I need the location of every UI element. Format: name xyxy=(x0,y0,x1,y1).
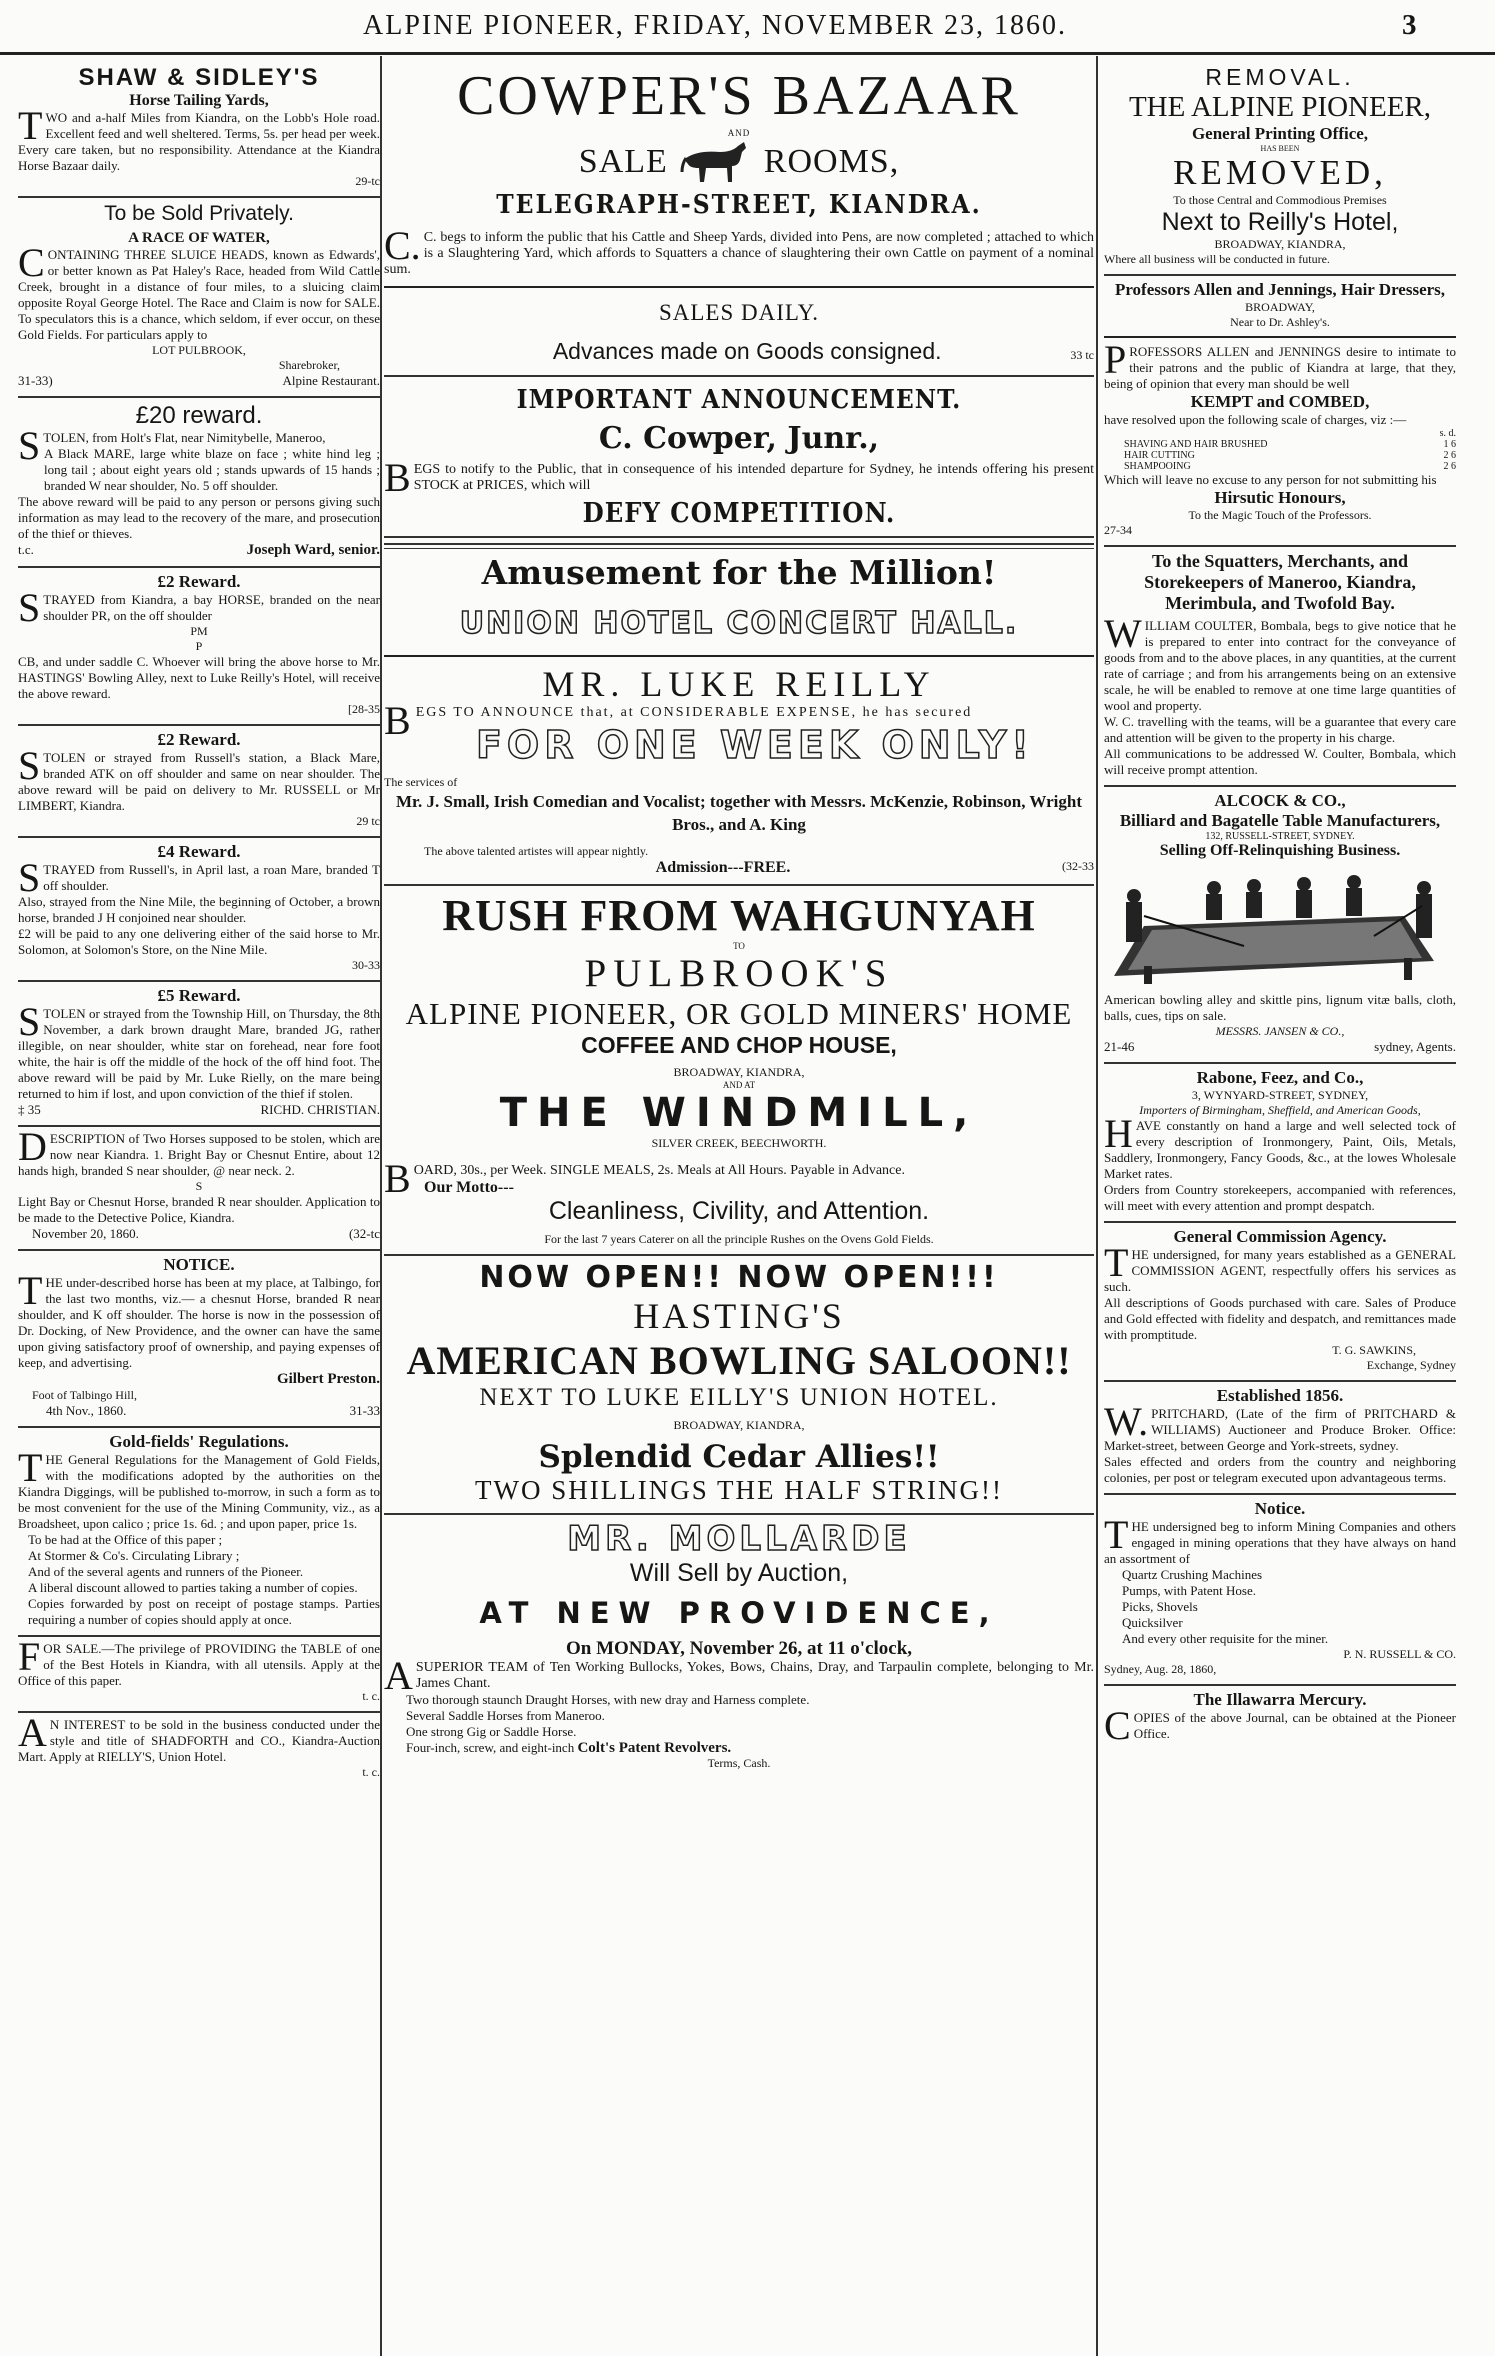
open-name: HASTING'S xyxy=(633,1296,845,1336)
rush-ad xyxy=(384,886,1094,1256)
rush-sub: ALPINE PIONEER, OR GOLD MINERS' HOME xyxy=(405,996,1073,1031)
shaw-ad xyxy=(18,60,380,198)
removal-where: Where all business will be conducted in future. xyxy=(1104,252,1330,266)
open-saloon: AMERICAN BOWLING SALOON!! xyxy=(406,1338,1072,1383)
prof-code: 27-34 xyxy=(1104,523,1132,537)
gold-l1: To be had at the Office of this paper ; xyxy=(28,1532,223,1547)
agency-title: General Commission Agency. xyxy=(1173,1227,1387,1246)
auction-colt: Colt's Patent Revolvers. xyxy=(577,1740,732,1756)
prof-sd: s. d. xyxy=(1439,428,1456,439)
auction-will: Will Sell by Auction, xyxy=(629,1559,849,1587)
reward-4-code: 30-33 xyxy=(352,958,380,972)
cowper-street: TELEGRAPH-STREET, KIANDRA. xyxy=(496,190,982,220)
private-body: CONTAINING THREE SLUICE HEADS, known as Edwards', or better known as Pat Haley's Race, headed from Wild Cattle Creek, brought in a distance of four miles, to a sluicing claim opposite Royal George Hotel. The Race and Claim is now for SALE. To speculators this is a chance, which seldom, if ever occur, on these Gold Fields. For particulars apply to xyxy=(18,240,380,342)
interest-body: AN INTEREST to be sold in the business conducted under the style and title of SHADFORTH and CO., Kiandra-Auction Mart. Apply at RIELLY'S, Union Hotel. xyxy=(18,1710,380,1764)
reward-20-title: £20 reward. xyxy=(135,402,263,429)
cowper-bazaar-ad xyxy=(384,60,1094,377)
mining-title: Notice. xyxy=(1254,1499,1306,1518)
description-code: (32-tc xyxy=(348,1226,380,1241)
squat-body: WILLIAM COULTER, Bombala, begs to give notice that he is prepared to enter into contract for the conveyance of goods from and to the above places, in any quantities, at the current rate of carriage ; and from his arrangements being on an extensive scale, he will be enabled to remove at one time large quantities of wool and property. xyxy=(1104,611,1456,713)
prof-body2: have resolved upon the following scale of charges, viz :— xyxy=(1104,412,1407,427)
agency-name: T. G. SAWKINS, xyxy=(1332,1343,1416,1357)
prof-item2: HAIR CUTTING xyxy=(1124,450,1195,461)
shaw-title: SHAW & SIDLEY'S xyxy=(78,64,320,91)
agency-place: Exchange, Sydney xyxy=(1366,1358,1456,1372)
alcock-title: ALCOCK & CO., xyxy=(1214,791,1346,810)
notice-code: 31-33 xyxy=(349,1403,380,1418)
interest-ad xyxy=(18,1710,380,1787)
rush-to: TO xyxy=(733,941,745,951)
million-hall: UNION HOTEL CONCERT HALL. xyxy=(459,606,1019,641)
interest-code: t. c. xyxy=(362,1765,380,1779)
reward-2b-title: £2 Reward. xyxy=(157,730,241,749)
notice-title: NOTICE. xyxy=(163,1255,235,1274)
mining-body: THE undersigned beg to inform Mining Companies and others engaged in mining operations that they have always on hand an assortment of xyxy=(1104,1512,1456,1566)
removal-removed: REMOVED, xyxy=(1173,153,1387,192)
masthead xyxy=(0,0,1495,52)
open-place: BROADWAY, KIANDRA, xyxy=(673,1418,805,1432)
auction-at: AT NEW PROVIDENCE, xyxy=(479,1596,999,1630)
prof-price2: 2 6 xyxy=(1443,450,1456,461)
private-title: To be Sold Privately. xyxy=(104,202,294,225)
auction-l4: One strong Gig or Saddle Horse. xyxy=(406,1724,577,1739)
mining-item1: Quartz Crushing Machines xyxy=(1122,1567,1263,1582)
private-code: 31-33) xyxy=(18,373,53,388)
agency-body: THE undersigned, for many years established as a GENERAL COMMISSION AGENT, respectfully offers his services as such. xyxy=(1104,1240,1456,1294)
shaw-code: 29-tc xyxy=(355,174,380,188)
gold-l2: At Stormer & Co's. Circulating Library ; xyxy=(28,1548,240,1563)
reward-4-body2: Also, strayed from the Nine Mile, the beginning of October, a brown horse, branded J H conjoined near shoulder. xyxy=(18,894,380,925)
open-allies: Splendid Cedar Allies!! xyxy=(538,1439,940,1475)
prof-price1: 1 6 xyxy=(1443,439,1456,450)
reward-20-body1: STOLEN, from Holt's Flat, near Nimitybelle, Maneroo, xyxy=(18,423,326,468)
rush-foot: For the last 7 years Caterer on all the principle Rushes on the Ovens Gold Fields. xyxy=(544,1232,934,1246)
bowling-saloon-ad xyxy=(384,1256,1094,1515)
gold-l3: And of the several agents and runners of the Pioneer. xyxy=(28,1564,304,1579)
gold-title: Gold-fields' Regulations. xyxy=(109,1432,289,1451)
private-name: LOT PULBROOK, xyxy=(152,343,246,357)
mining-date: Sydney, Aug. 28, 1860, xyxy=(1104,1662,1217,1676)
reward-20-body3: The above reward will be paid to any person or persons giving such information as may lead to the recovery of the mare, and prosecution of the thief or thieves. xyxy=(18,494,380,541)
prof-hirsute: Hirsutic Honours, xyxy=(1214,488,1346,507)
reward-2a-ad xyxy=(18,568,380,726)
reward-2a-brand1: PM xyxy=(190,624,208,638)
column-rule-right xyxy=(1096,56,1098,2356)
reward-5-title: £5 Reward. xyxy=(157,986,241,1005)
notice-sign: Gilbert Preston. xyxy=(276,1371,380,1387)
left-column xyxy=(18,60,380,2356)
billiard-table-illustration xyxy=(1104,866,1456,986)
notice-body: THE under-described horse has been at my place, at Talbingo, for the last two months, viz.— a chesnut Horse, branded R near shoulder, and K off shoulder. The horse is now in the possession of Dr. Docking, of New Providence, and the owner can have the same upon giving satisfactory proof of ownership, and paying expenses of keep, and advertising. xyxy=(18,1268,380,1370)
notice-ad xyxy=(18,1251,380,1428)
reward-4-title: £4 Reward. xyxy=(157,842,241,861)
shaw-subtitle: Horse Tailing Yards, xyxy=(129,92,269,109)
private-subtitle: A RACE OF WATER, xyxy=(128,230,270,246)
description-date: November 20, 1860. xyxy=(32,1226,139,1241)
reward-2a-code: [28-35 xyxy=(348,702,380,716)
squat-body3: All communications to be addressed W. Coulter, Bombala, which will receive prompt attention. xyxy=(1104,746,1456,777)
rush-windmill: THE WINDMILL, xyxy=(499,1090,979,1136)
notice-date: 4th Nov., 1860. xyxy=(46,1403,127,1418)
reward-5-code: ‡ 35 xyxy=(18,1102,41,1117)
mining-item2: Pumps, with Patent Hose. xyxy=(1122,1583,1256,1598)
right-column xyxy=(1104,60,1456,2356)
description-ad xyxy=(18,1124,380,1251)
page-number: 3 xyxy=(1402,9,1417,41)
alcock-sub: Billiard and Bagatelle Table Manufacturers, xyxy=(1119,811,1441,830)
pritchard-body2: Sales effected and orders from the country and neighboring colonies, per post or telegram executed upon advantageous terms. xyxy=(1104,1454,1456,1485)
reward-5-sign: RICHD. CHRISTIAN. xyxy=(260,1102,380,1117)
rush-motto: Our Motto--- xyxy=(424,1179,514,1196)
reward-4-body: STRAYED from Russell's, in April last, a roan Mare, branded T off shoulder. xyxy=(18,855,380,900)
prof-near: Near to Dr. Ashley's. xyxy=(1230,315,1330,329)
cowper-title: COWPER'S BAZAAR xyxy=(457,65,1021,127)
rabone-body2: Orders from Country storekeepers, accompanied with references, will meet with every attention and prompt despatch. xyxy=(1104,1182,1456,1213)
reward-2b-ad xyxy=(18,726,380,838)
mining-item5: And every other requisite for the miner. xyxy=(1122,1631,1329,1646)
prof-price3: 2 6 xyxy=(1443,461,1456,472)
prof-item1: SHAVING AND HAIR BRUSHED xyxy=(1124,439,1268,450)
rush-andat: AND AT xyxy=(722,1080,756,1090)
auction-date: On MONDAY, November 26, at 11 o'clock, xyxy=(565,1638,913,1659)
cowper-advances: Advances made on Goods consigned. xyxy=(552,338,942,364)
auction-terms: Terms, Cash. xyxy=(707,1756,771,1770)
cowper-sale: SALE xyxy=(578,143,668,180)
reward-2a-body2: CB, and under saddle C. Whoever will bring the above horse to Mr. HASTINGS' Bowling Alley, next to Luke Reilly's Hotel, will receive the above reward. xyxy=(18,654,380,701)
reward-2a-brand2: P xyxy=(195,639,203,653)
removal-sub: General Printing Office, xyxy=(1191,124,1369,143)
squat-body2: W. C. travelling with the teams, will be a guarantee that every care and attention will be given to the property in his charge. xyxy=(1104,714,1456,745)
million-body: BEGS TO ANNOUNCE that, at CONSIDERABLE EXPENSE, he has secured xyxy=(384,698,973,743)
mining-item3: Picks, Shovels xyxy=(1122,1599,1198,1614)
open-next: NEXT TO LUKE EILLY'S UNION HOTEL. xyxy=(479,1384,999,1411)
mining-item4: Quicksilver xyxy=(1122,1615,1183,1630)
forsale-code: t. c. xyxy=(362,1689,380,1703)
rush-place2: SILVER CREEK, BEECHWORTH. xyxy=(651,1136,827,1150)
million-code: (32-33 xyxy=(1062,859,1094,873)
rabone-importers: Importers of Birmingham, Sheffield, and American Goods, xyxy=(1139,1103,1421,1117)
removal-ad xyxy=(1104,60,1456,276)
prof-item3: SHAMPOOING xyxy=(1124,461,1191,472)
reward-2b-code: 29 tc xyxy=(356,814,380,828)
cowper-code: 33 tc xyxy=(1070,348,1094,362)
removal-place: BROADWAY, KIANDRA, xyxy=(1214,237,1346,251)
reward-5-ad xyxy=(18,982,380,1127)
reward-20-code: t.c. xyxy=(18,542,34,557)
reward-20-body2: A Black MARE, large white blaze on face ; white hind leg ; long tail ; about eight years old ; stands upwards of 15 hands ; branded W near shoulder, No. 5 off shoulder. xyxy=(44,446,380,493)
auction-l5: Four-inch, screw, and eight-inch xyxy=(406,1740,575,1755)
reward-2a-body: STRAYED from Kiandra, a bay HORSE, branded on the near shoulder PR, on the off shoulder xyxy=(18,585,380,630)
open-title: NOW OPEN!! NOW OPEN!!! xyxy=(479,1260,999,1295)
pritchard-title: Established 1856. xyxy=(1216,1386,1344,1405)
rabone-ad xyxy=(1104,1064,1456,1223)
rush-coffee: COFFEE AND CHOP HOUSE, xyxy=(581,1032,897,1058)
description-body2: Light Bay or Chesnut Horse, branded R near shoulder. Application to be made to the Detective Police, Kiandra. xyxy=(18,1194,380,1225)
mining-name: P. N. RUSSELL & CO. xyxy=(1343,1647,1456,1661)
rush-place: BROADWAY, KIANDRA, xyxy=(673,1065,805,1079)
description-brand: S xyxy=(195,1179,203,1193)
auction-body: ASUPERIOR TEAM of Ten Working Bullocks, Yokes, Bows, Chains, Dray, and Tarpaulin complete, belonging to Mr. James Chant. xyxy=(384,1653,1094,1698)
auction-l2: Two thorough staunch Draught Horses, with new dray and Harness complete. xyxy=(406,1692,810,1707)
gold-regulations-ad xyxy=(18,1428,380,1637)
open-price: TWO SHILLINGS THE HALF STRING!! xyxy=(475,1475,1003,1505)
mining-notice-ad xyxy=(1104,1495,1456,1686)
mercury-body: COPIES of the above Journal, can be obtained at the Pioneer Office. xyxy=(1104,1703,1456,1748)
masthead-rule xyxy=(0,52,1495,55)
million-title: Amusement for the Million! xyxy=(481,553,997,592)
pritchard-body: W.PRITCHARD, (Late of the firm of PRITCHARD & WILLIAMS) Auctioneer and Produce Broker. Office: Market-street, between George and York-streets, sydney. xyxy=(1104,1399,1456,1453)
prof-body3: Which will leave no excuse to any person for not submitting his xyxy=(1104,472,1437,487)
forsale-body: FOR SALE.—The privilege of PROVIDING the TABLE of one of the Best Hotels in Kiandra, with all utensils. Apply at the Office of this paper. xyxy=(18,1634,380,1688)
reward-2b-body: STOLEN or strayed from Russell's station, a Black Mare, branded ATK on off shoulder and same on near shoulder. The above reward will be paid on delivery to Mr. RUSSELL or Mr LIMBERT, Kiandra. xyxy=(18,743,380,813)
gold-l5: Copies forwarded by post on receipt of postage stamps. Parties requiring a number of copies should apply at once. xyxy=(28,1596,380,1627)
million-appear: The above talented artistes will appear nightly. xyxy=(424,844,649,858)
alcock-place2: sydney, Agents. xyxy=(1374,1039,1456,1054)
masthead-title: ALPINE PIONEER, FRIDAY, NOVEMBER 23, 1860. xyxy=(363,10,1067,41)
removal-name: THE ALPINE PIONEER, xyxy=(1128,91,1432,123)
agency-body2: All descriptions of Goods purchased with care. Sales of Produce and Gold effected with fidelity and despatch, and remittances made with promptitude. xyxy=(1104,1295,1456,1342)
mercury-ad xyxy=(1104,1686,1456,1749)
announce-name: C. Cowper, Junr., xyxy=(598,421,880,456)
reward-20-sign: Joseph Ward, senior. xyxy=(246,542,380,558)
million-artists: Mr. J. Small, Irish Comedian and Vocalist; together with Messrs. McKenzie, Robinson, Wright Bros., and A. King xyxy=(396,792,1082,834)
reward-4-ad xyxy=(18,838,380,982)
for-sale-ad xyxy=(18,1634,380,1713)
million-name: MR. LUKE REILLY xyxy=(542,664,936,704)
announce-defy: DEFY COMPETITION. xyxy=(582,498,896,529)
cowper-body: C.C. begs to inform the public that his Cattle and Sheep Yards, divided into Pens, are now completed ; attached to which is a Slaughtering Yard, which affords to Squatters a chance of slaughtering their own Cattle on payment of a nominal sum. xyxy=(384,223,1094,277)
gold-body: THE General Regulations for the Management of Gold Fields, with the modifications adopted by the authorities on the Kiandra Diggings, will be published to-morrow, in such a form as to be most convenient for the use of the Mining Community, viz., as a Broadsheet, upon calico ; price 1s. 6d. ; and upon paper, price 1s. xyxy=(18,1445,380,1531)
gold-l4: A liberal discount allowed to parties taking a number of copies. xyxy=(28,1580,358,1595)
removal-to: To those Central and Commodious Premises xyxy=(1173,193,1387,207)
million-ad xyxy=(384,549,1094,886)
announcement-ad xyxy=(384,377,1094,538)
description-body: DESCRIPTION of Two Horses supposed to be stolen, which are now near Kiandra. 1. Bright Bay or Chesnut Entire, about 12 hands high, branded S near shoulder, @ near neck. 2. xyxy=(18,1124,380,1178)
million-week: FOR ONE WEEK ONLY! xyxy=(475,723,1034,767)
alcock-agents: MESSRS. JANSEN & CO., xyxy=(1215,1024,1345,1038)
alcock-code: 21-46 xyxy=(1104,1039,1135,1054)
mercury-title: The Illawarra Mercury. xyxy=(1193,1690,1367,1709)
alcock-selling: Selling Off-Relinquishing Business. xyxy=(1159,842,1401,859)
auction-l3: Several Saddle Horses from Maneroo. xyxy=(406,1708,605,1723)
rabone-body: HAVE constantly on hand a large and well selected tock of every description of Ironmongery, Paint, Oils, Metals, Saddlery, Ironmongery, Fancy Goods, &c., at the lowes Wholesale Market rates. xyxy=(1104,1111,1456,1181)
column-rule-left xyxy=(380,56,382,2356)
auction-title: MR. MOLLARDE xyxy=(567,1519,911,1559)
cowper-and: AND xyxy=(727,128,751,138)
rush-title: RUSH FROM WAHGUNYAH xyxy=(442,891,1036,940)
prof-magic: To the Magic Touch of the Professors. xyxy=(1188,508,1372,522)
shaw-body: TWO and a-half Miles from Kiandra, on the Lobb's Hole road. Excellent feed and well sheltered. Terms, 5s. per head per week. Every care taken, but no responsibility. Attendance at the Kiandra Horse Bazaar daily. xyxy=(18,103,380,173)
alcock-body: American bowling alley and skittle pins, lignum vitæ balls, cloth, balls, cues, tips on sale. xyxy=(1104,992,1456,1023)
alcock-place: 132, RUSSELL-STREET, SYDNEY. xyxy=(1205,831,1355,842)
million-services: The services of xyxy=(384,775,458,789)
removal-next: Next to Reilly's Hotel, xyxy=(1161,208,1399,236)
announce-body: BEGS to notify to the Public, that in consequence of his intended departure for Sydney, he intends offering his present STOCK at PRICES, which will xyxy=(384,455,1094,500)
prof-body: PROFESSORS ALLEN and JENNINGS desire to intimate to their patrons and the public of Kiandra at large, that they, being of opinion that every man should be well xyxy=(1104,337,1456,391)
announce-title: IMPORTANT ANNOUNCEMENT. xyxy=(516,385,962,415)
rush-board: BOARD, 30s., per Week. SINGLE MEALS, 2s. Meals at All Hours. Payable in Advance. xyxy=(384,1156,905,1201)
private-role: Sharebroker, xyxy=(278,358,340,372)
removal-title: REMOVAL. xyxy=(1205,64,1355,90)
rush-motto2: Cleanliness, Civility, and Attention. xyxy=(548,1197,930,1225)
notice-place: Foot of Talbingo Hill, xyxy=(32,1388,137,1402)
rush-name: PULBROOK'S xyxy=(584,952,894,995)
cowper-daily: SALES DAILY. xyxy=(658,300,820,325)
reward-4-body3: £2 will be paid to any one delivering either of the said horse to Mr. Solomon, at Solomon's Store, on the Nine Mile. xyxy=(18,926,380,957)
reward-2a-title: £2 Reward. xyxy=(157,572,241,591)
prof-title: Professors Allen and Jennings, Hair Dressers, xyxy=(1114,280,1446,299)
reward-20-ad xyxy=(18,398,380,568)
pritchard-ad xyxy=(1104,1382,1456,1495)
horse-icon xyxy=(680,138,752,186)
middle-column xyxy=(384,60,1094,2356)
prof-place: BROADWAY, xyxy=(1245,300,1315,314)
rabone-title: Rabone, Feez, and Co., xyxy=(1196,1068,1364,1087)
squatters-ad xyxy=(1104,547,1456,787)
squat-title: To the Squatters, Merchants, and Storekeepers of Maneroo, Kiandra, Merimbula, and Twofold Bay. xyxy=(1144,551,1416,613)
agency-ad xyxy=(1104,1223,1456,1382)
rabone-place: 3, WYNYARD-STREET, SYDNEY, xyxy=(1191,1088,1369,1102)
cowper-rooms: ROOMS, xyxy=(763,143,900,180)
private-sale-ad xyxy=(18,198,380,398)
auction-ad xyxy=(384,1515,1094,1778)
professors-ad xyxy=(1104,276,1456,547)
private-place: Alpine Restaurant. xyxy=(282,373,380,388)
prof-kempt: KEMPT and COMBED, xyxy=(1190,392,1370,411)
reward-5-body: STOLEN or strayed from the Township Hill, on Thursday, the 8th November, a dark brown draught Mare, branded JG, rather illegible, on near shoulder, white star on forehead, near fore foot white, the hair is off the middle of the hock of the off hind foot. The above reward will be paid by Mr. Luke Rielly, on the mare being returned to him if lost, and upon conviction of the thief if stolen. xyxy=(18,999,380,1101)
alcock-ad xyxy=(1104,787,1456,1064)
removal-has: HAS BEEN xyxy=(1260,144,1300,153)
million-admission: Admission---FREE. xyxy=(655,859,791,876)
